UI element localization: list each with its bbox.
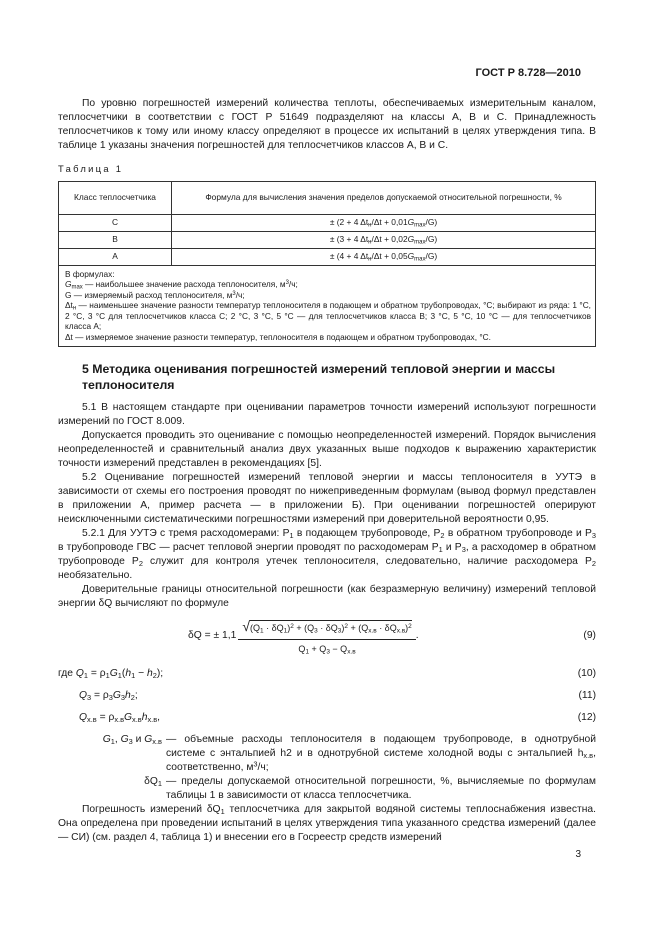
- eq9-lhs: δQ = ± 1,1: [188, 629, 237, 641]
- definitions: [58, 733, 596, 803]
- class-cell: В: [59, 231, 172, 248]
- page-content: [58, 97, 596, 845]
- document-header: ГОСТ Р 8.728—2010: [475, 67, 581, 79]
- paragraph-5-2-1: 5.2.1 Для УУТЭ с тремя расходомерами: $Р_1$ в подающем трубопроводе, $Р_2$ в обратном трубопроводе и $Р_3$ в трубопроводе ГВС — расчет тепловой энергии проводят по расходомерам $Р_1$ и $Р_3$, а расходомер в обратном трубопроводе $Р_2$ служит для контроля утечек теплоносителя, следовательно, наличие расходомера $Р_2$ необязательно.: [58, 527, 597, 581]
- equation-9: δQ = ± 1,1 $\frac{√(Q_1 \cdot \delta Q_1)^2 + (Q_3 \cdot \delta Q_3)^2 + (Q_{х.в} \cdot \delta Q_{х.в})^2}{Q_1 + Q_3 - Q_{х.в}}$ . (9): [188, 617, 596, 656]
- definition-item: $G_1$, $G_3$ и $G_{х.в}$ — объемные расходы теплоносителя в подающем трубопроводе, в однотрубной системе с энтальпией h2 и в однотрубной системе холодной воды с энтальпией $h_{х.в}$, соответственно, $м^3/ч$;: [102, 733, 596, 773]
- table-notes: [59, 265, 596, 346]
- equation-11: $Q_3 = \rho_3G_3h_2$; (11): [58, 687, 596, 705]
- intro-paragraph: По уровню погрешностей измерений количества теплоты, обеспечиваемых измерительным каналом, теплосчетчики в соответствии с ГОСТ Р 51649 подразделяют на классы А, В и С. Принадлежность теплосчетчиков к тому или иному классу определяют в процессе их испытаний в целях утверждения типа. В таблице 1 указаны значения погрешностей для теплосчетчиков классов А, В и С.: [58, 98, 596, 151]
- error-limits-table: [58, 181, 596, 347]
- col-header-class: Класс теплосчетчика: [59, 181, 172, 214]
- class-cell: А: [59, 248, 172, 265]
- formula-part: /G): [425, 234, 438, 245]
- paragraph-5-1: 5.1 В настоящем стандарте при оценивании параметров точности измерений используют погрешности измерений по ГОСТ 8.009.: [58, 401, 596, 427]
- formula-cell: ± (4 + 4 $\Delta t_н/\Delta t + 0,05G_{max}/G$): [172, 248, 596, 265]
- note-dt: Δt — измеряемое значение разности температур, теплоносителя в подающем и обратном трубопроводах, °С.: [65, 331, 491, 342]
- table-row: [59, 214, 596, 231]
- table-row: [59, 248, 596, 265]
- col-header-formula: Формула для вычисления значения пределов допускаемой относительной погрешности, %: [172, 181, 596, 214]
- eq9-numerator: $√(Q_1 \cdot \delta Q_1)^2 + (Q_3 \cdot \delta Q_3)^2 + (Q_{х.в} \cdot \delta Q_{х.в})^2$: [238, 617, 415, 640]
- formula-part: ± (3 + 4: [329, 234, 361, 245]
- section-5-title: 5 Методика оценивания погрешностей измерений тепловой энергии и массы теплоносителя: [82, 361, 556, 392]
- paragraph-5-2: 5.2 Оценивание погрешностей измерений тепловой энергии и массы теплоносителя в УУТЭ в зависимости от схемы его построения проводят по нижеприведенным формулам (вывод формул представлен в приложении А, пример расчета — в приложении Б). При оценивании погрешностей оперируют неисключенными систематическими погрешностями измерений при доверительной вероятности 0,95.: [58, 471, 596, 525]
- table-notes-row: [59, 265, 596, 346]
- eq9-denominator: $Q_1 + Q_3 - Q_{х.в}$: [298, 643, 356, 656]
- formula-part: ± (4 + 4: [329, 251, 361, 262]
- equation-10: где $Q_1 = \rho_1G_1(h_1 - h_2)$; (10): [58, 665, 596, 683]
- formula-part: /G): [425, 217, 438, 228]
- equation-12: $Q_{х.в} = \rho_{х.в}G_{х.в}h_{х.в}$, (12): [58, 709, 596, 727]
- final-paragraph: Погрешность измерений $\delta Q_1$ теплосчетчика для закрытой водяной системы теплоснабжения известна. Она определена при проведении испытаний в целях утверждения типа указанного средства измерений (далее — СИ) (см. раздел 4, таблица 1) и внесении его в Госреестр средств измерений: [58, 803, 597, 843]
- eq11-number: (11): [578, 689, 596, 701]
- eq9-fraction: [238, 617, 415, 655]
- note-g: G — измеряемый расход теплоносителя, $м^3/ч$;: [65, 289, 245, 300]
- note-dtn: $\Delta t_н$ — наименьшее значение разности температур теплоносителя в подающем и обратном трубопроводах, °С; выбирают из ряда: 1 °С, 2 °С, 3 °С для теплосчетчиков класса С; 2 °С, 3 °С, 5 °С — для теплосчетчиков класса В; 3 °С, 5 °С, 10 °С — для теплосчетчиков класса А;: [65, 300, 591, 332]
- formula-cell: ± (3 + 4 $\Delta t_н/\Delta t + 0,02G_{max}/G$): [172, 231, 596, 248]
- eq12-number: (12): [577, 711, 596, 723]
- table-row: [59, 231, 596, 248]
- formula-part: /Δt + 0,05: [371, 251, 408, 262]
- eq9-number: (9): [583, 629, 596, 641]
- table-header-row: [59, 181, 596, 214]
- class-cell: С: [59, 214, 172, 231]
- formula-part: /G): [425, 251, 438, 262]
- formula-part: ± (2 + 4: [329, 217, 361, 228]
- definition-item: $\delta Q_1$ — пределы допускаемой относительной погрешности, %, вычисляемые по формулам таблицы 1 в зависимости от класса теплосчетчика.: [144, 775, 596, 801]
- formula-part: /Δt + 0,02: [371, 234, 408, 245]
- eq10-number: (10): [577, 667, 596, 679]
- page-number: 3: [575, 849, 581, 860]
- note-gmax: $G_{max}$ — наибольшее значение расхода теплоносителя, $м^3/ч$;: [65, 279, 298, 291]
- notes-title: В формулах:: [65, 268, 115, 279]
- paragraph-5-2-2: Доверительные границы относительной погрешности (как безразмерную величину) измерений тепловой энергии δQ вычисляют по формуле: [58, 583, 596, 609]
- paragraph-5-1-b: Допускается проводить это оценивание с помощью неопределенностей измерений. Порядок вычисления неопределенностей и сравнительный анализ двух указанных выше подходов к выражению характеристик точности измерений представлен в рекомендациях [5].: [58, 429, 596, 469]
- table-caption: Таблица 1: [58, 163, 124, 174]
- formula-cell: ± (2 + 4 $\Delta t_н/\Delta t + 0,01G_{max}/G$): [172, 214, 596, 231]
- formula-part: /Δt + 0,01: [371, 217, 408, 228]
